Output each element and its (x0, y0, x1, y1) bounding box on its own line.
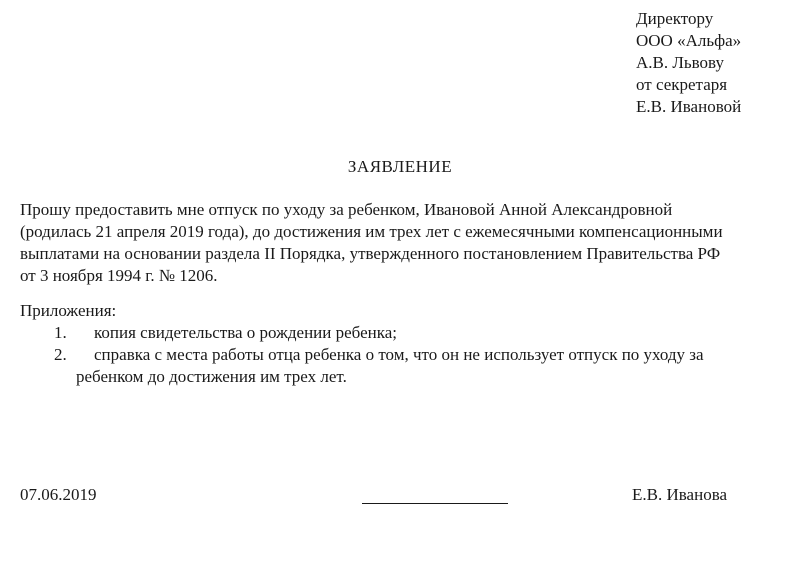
body-line: от 3 ноября 1994 г. № 1206. (20, 266, 218, 285)
attachment-item-continuation: ребенком до достижения им трех лет. (76, 367, 347, 386)
sender-position: от секретаря (636, 75, 728, 94)
request-body (20, 199, 765, 287)
attachment-item: справка с места работы отца ребенка о том, что он не использует отпуск по уходу за (94, 345, 704, 364)
document-date: 07.06.2019 (20, 485, 97, 504)
signer-name: Е.В. Иванова (632, 485, 728, 504)
body-line: (родилась 21 апреля 2019 года), до достижения им трех лет с ежемесячными компенсационными (20, 222, 723, 241)
addressee-name: А.В. Львову (636, 53, 725, 72)
addressee-company: ООО «Альфа» (636, 31, 742, 50)
attachment-number: 2. (54, 345, 67, 364)
addressee-position: Директору (636, 9, 714, 28)
attachment-item: копия свидетельства о рождении ребенка; (94, 323, 398, 342)
signature-line (362, 503, 508, 504)
body-line: выплатами на основании раздела II Порядка, утвержденного постановлением Правительства РФ (20, 244, 721, 263)
body-line: Прошу предоставить мне отпуск по уходу за ребенком, Ивановой Анной Александровной (20, 200, 673, 219)
document-title: ЗАЯВЛЕНИЕ (347, 157, 453, 176)
sender-name: Е.В. Ивановой (636, 97, 742, 116)
attachments-heading: Приложения: (20, 301, 117, 320)
attachment-number: 1. (54, 323, 67, 342)
addressee-block (636, 8, 741, 118)
